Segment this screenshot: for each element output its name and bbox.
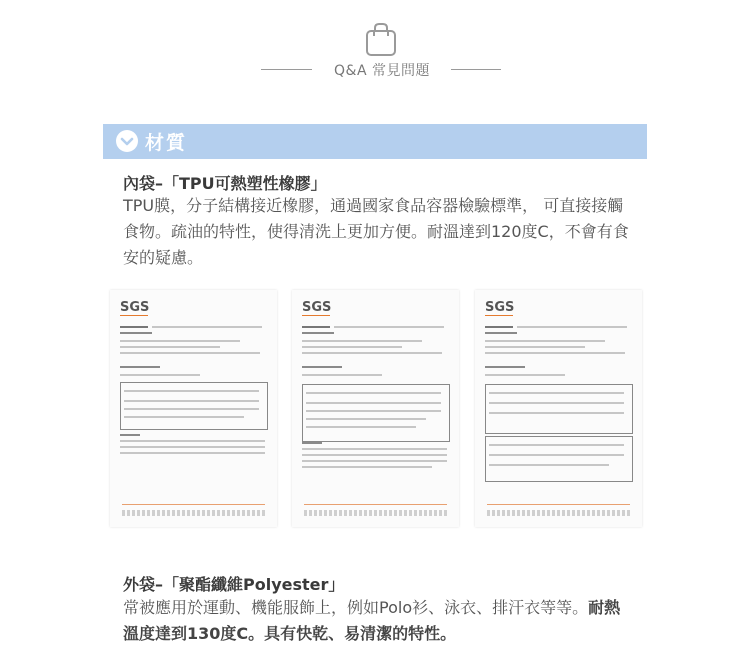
inner-bag-title: 內袋–「TPU可熱塑性橡膠」 [123, 174, 327, 193]
test-report-images [110, 290, 642, 527]
sgs-logo: SGS [302, 300, 332, 315]
chevron-down-icon [116, 130, 138, 152]
sgs-logo: SGS [485, 300, 515, 315]
qa-label: Q&A 常見問題 [334, 63, 430, 79]
test-report-2 [292, 290, 459, 527]
outer-bag-highlight: 耐熱溫度達到130度C。具有快乾、易清潔的特性。 [123, 598, 621, 643]
bag-icon [364, 22, 398, 58]
section-title: 材質 [145, 132, 188, 154]
inner-bag-description: TPU膜，分子結構接近橡膠，通過國家食品容器檢驗標準， 可直接接觸食物。疏油的特性，使得清洗上更加方便。耐溫達到120度C，不會有食安的疑慮。 [123, 196, 629, 267]
test-report-1 [110, 290, 277, 527]
outer-bag-description [123, 595, 628, 647]
divider [451, 69, 501, 70]
divider [261, 69, 312, 70]
outer-bag-text: 常被應用於運動、機能服飾上，例如Polo衫、泳衣、排汗衣等等。 [123, 598, 589, 617]
section-header-material[interactable] [103, 124, 647, 159]
qa-heading [0, 60, 750, 80]
sgs-logo: SGS [120, 300, 150, 315]
test-report-3 [475, 290, 642, 527]
outer-bag-title: 外袋–「聚酯纖維Polyester」 [123, 575, 345, 594]
